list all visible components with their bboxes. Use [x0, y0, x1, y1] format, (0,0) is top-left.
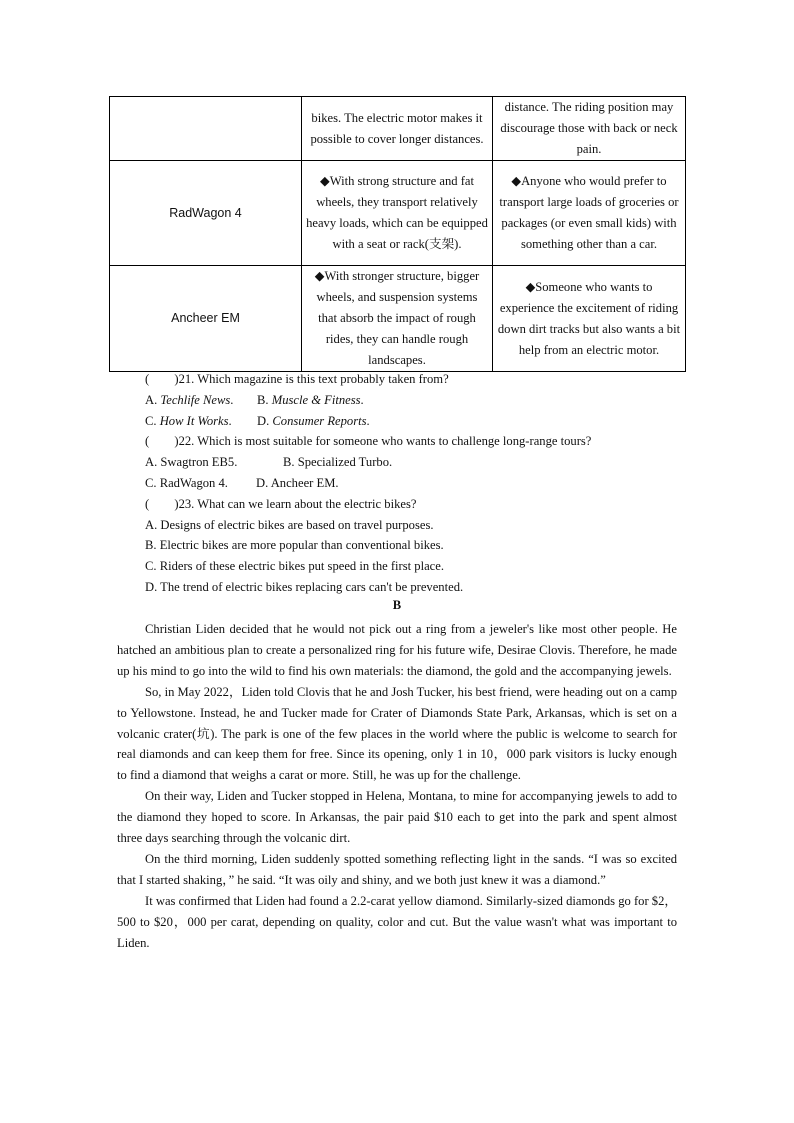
question-22-options-row-2 — [145, 473, 685, 494]
passage-paragraph: On the third morning, Liden suddenly spotted something reflecting light in the sands. “I was so excited that I started shaking，” he said. “It was oily and shiny, and we both just knew it was a diamond.” — [117, 851, 677, 887]
reading-passage — [117, 619, 677, 954]
suitable-for-cell: distance. The riding position may discourage those with back or neck pain. — [493, 97, 686, 161]
question-23-stem: ( )23. What can we learn about the electric bikes? — [145, 496, 417, 511]
passage-paragraph: Christian Liden decided that he would not pick out a ring from a jeweler's like most other people. He hatched an ambitious plan to create a personalized ring for his future wife, Desirae Clovis. Therefore, he made up his mind to go into the wild to find his own materials: the diamond, the gold and the accompanying jewels. — [117, 622, 677, 678]
passage-paragraph: It was confirmed that Liden had found a 2.2-carat yellow diamond. Similarly-sized diamonds go for $2，500 to $20，000 per carat, depending on quality, color and cut. But the value wasn't what was important to Liden. — [117, 893, 677, 950]
electric-bike-table — [109, 96, 686, 372]
question-list — [145, 369, 685, 598]
option-21-a: A. Techlife News. — [145, 392, 234, 407]
option-21-c: C. How It Works. — [145, 413, 232, 428]
option-22-b: B. Specialized Turbo. — [283, 455, 393, 470]
bike-name-cell — [110, 97, 302, 161]
option-22-d: D. Ancheer EM. — [256, 475, 339, 490]
question-22-stem: ( )22. Which is most suitable for someone who wants to challenge long-range tours? — [145, 434, 592, 449]
option-22-c: C. RadWagon 4. — [145, 475, 228, 490]
passage-paragraph: So, in May 2022，Liden told Clovis that he and Josh Tucker, his best friend, were heading out on a camp to Yellowstone. Instead, he and Tucker made for Crater of Diamonds State Park, Arkansas, which is set on a volcanic crater(坑). The park is one of the few places in the world where the public is welcome to search for real diamonds and can keep them for free. Since its opening, only 1 in 10，000 park visitors is lucky enough to find a diamond that weighs a carat or more. Still, he was up for the challenge. — [117, 684, 677, 783]
bike-name-cell: RadWagon 4 — [110, 161, 302, 266]
table-row — [110, 161, 686, 266]
suitable-for-cell: ◆Anyone who would prefer to transport large loads of groceries or packages (or even small kids) with something other than a car. — [493, 161, 686, 266]
features-cell: ◆With stronger structure, bigger wheels, and suspension systems that absorb the impact of rough rides, they can handle rough landscapes. — [302, 266, 493, 372]
option-21-d: D. Consumer Reports. — [257, 413, 370, 428]
features-cell: ◆With strong structure and fat wheels, they transport relatively heavy loads, which can be equipped with a seat or rack(支架). — [302, 161, 493, 266]
question-21-options-row-2 — [145, 411, 685, 432]
option-23-b: B. Electric bikes are more popular than conventional bikes. — [145, 538, 444, 553]
section-heading: B — [392, 598, 402, 612]
features-cell: bikes. The electric motor makes it possible to cover longer distances. — [302, 97, 493, 161]
question-22-options-row-1 — [145, 452, 685, 473]
passage-paragraph: On their way, Liden and Tucker stopped in Helena, Montana, to mine for accompanying jewels to add to the diamond they hoped to score. In Arkansas, the pair paid $10 each to get into the park and spent almost three days searching through the volcanic dirt. — [117, 789, 677, 846]
option-23-c: C. Riders of these electric bikes put speed in the first place. — [145, 559, 445, 574]
question-21-stem: ( )21. Which magazine is this text probably taken from? — [145, 372, 449, 386]
table-row — [110, 97, 686, 161]
table-row — [110, 266, 686, 372]
option-23-d: D. The trend of electric bikes replacing cars can't be prevented. — [145, 579, 464, 594]
option-22-a: A. Swagtron EB5. — [145, 455, 238, 470]
option-23-a: A. Designs of electric bikes are based on travel purposes. — [145, 517, 434, 532]
question-21-options-row-1 — [145, 390, 685, 411]
bike-name-cell: Ancheer EM — [110, 266, 302, 372]
option-21-b: B. Muscle & Fitness. — [257, 392, 364, 407]
suitable-for-cell: ◆Someone who wants to experience the excitement of riding down dirt tracks but also wants a bit help from an electric motor. — [493, 266, 686, 372]
